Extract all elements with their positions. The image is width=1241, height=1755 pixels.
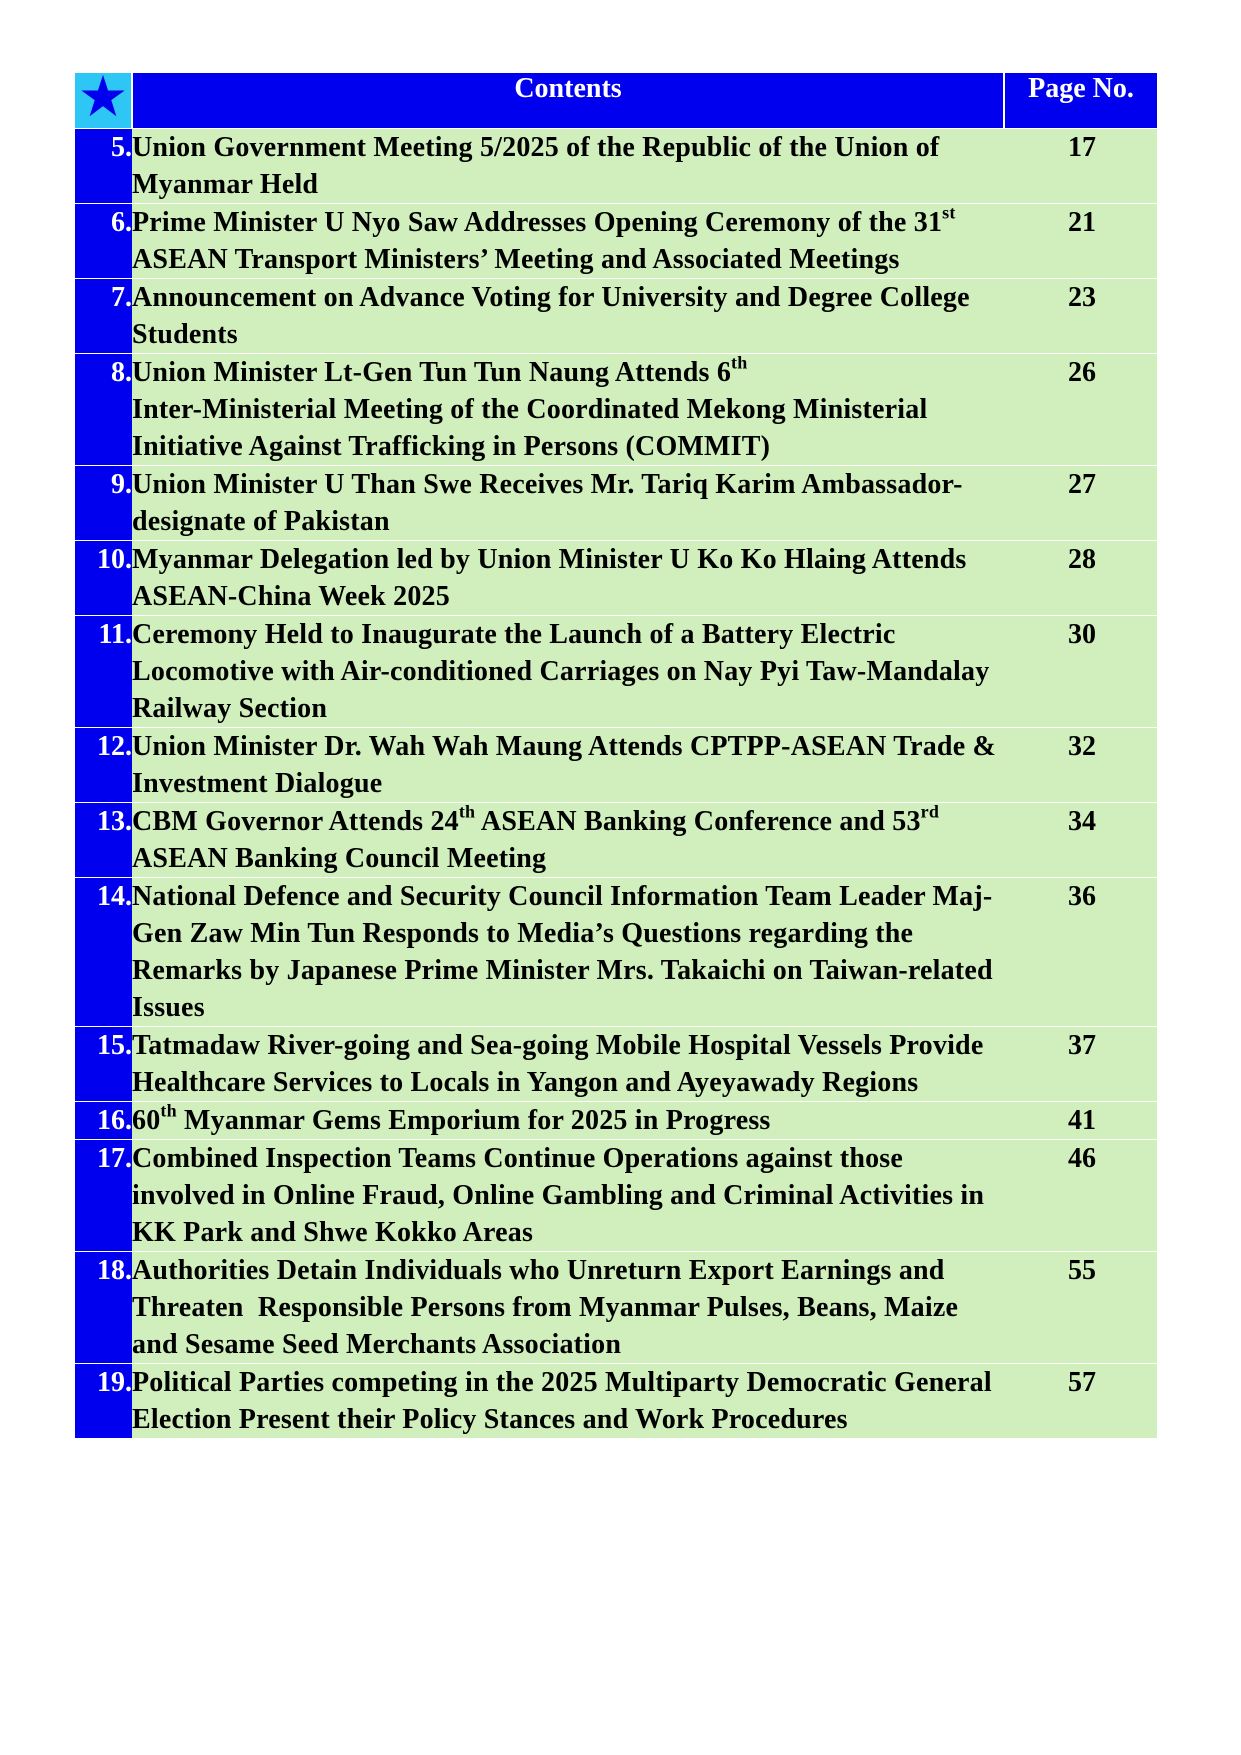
entry-page-cell [1004, 1139, 1157, 1251]
entry-page-number: 32 [1068, 730, 1096, 762]
entry-page-number: 30 [1068, 618, 1096, 650]
entry-number: 5. [75, 128, 132, 203]
entry-title: CBM Governor Attends 24th ASEAN Banking Conference and 53rd ASEAN Banking Council Meeting [132, 802, 1004, 877]
entry-number: 12. [75, 727, 132, 802]
entry-title: Combined Inspection Teams Continue Operations against those involved in Online Fraud, Online Gambling and Criminal Activities in KK Park and Shwe Kokko Areas [132, 1139, 1004, 1251]
table-row [75, 615, 1157, 727]
entry-page-cell [1004, 128, 1157, 203]
entry-title: Myanmar Delegation led by Union Minister U Ko Ko Hlaing Attends ASEAN-China Week 2025 [132, 540, 1004, 615]
entry-page-cell [1004, 465, 1157, 540]
table-row [75, 1251, 1157, 1363]
table-row [75, 1026, 1157, 1101]
entry-title: Tatmadaw River-going and Sea-going Mobile Hospital Vessels Provide Healthcare Services to Locals in Yangon and Ayeyawady Regions [132, 1026, 1004, 1101]
entry-number: 18. [75, 1251, 132, 1363]
entry-page-number: 46 [1068, 1142, 1096, 1174]
entry-number: 15. [75, 1026, 132, 1101]
entry-number: 13. [75, 802, 132, 877]
entry-number: 19. [75, 1363, 132, 1438]
entry-page-number: 23 [1068, 281, 1096, 313]
entry-number: 8. [75, 353, 132, 465]
table-row [75, 203, 1157, 278]
entry-number: 7. [75, 278, 132, 353]
entry-page-number: 55 [1068, 1254, 1096, 1286]
entry-page-cell [1004, 727, 1157, 802]
entry-page-cell [1004, 1363, 1157, 1438]
contents-table [75, 73, 1157, 1438]
table-row [75, 727, 1157, 802]
table-row [75, 128, 1157, 203]
table-header-row [75, 73, 1157, 128]
entry-number: 14. [75, 877, 132, 1026]
entry-page-number: 21 [1068, 206, 1096, 238]
entry-title: Announcement on Advance Voting for University and Degree College Students [132, 278, 1004, 353]
entry-title: 60th Myanmar Gems Emporium for 2025 in Progress [132, 1101, 1004, 1139]
entry-page-cell [1004, 877, 1157, 1026]
entry-page-number: 57 [1068, 1366, 1096, 1398]
entry-number: 9. [75, 465, 132, 540]
entry-title: Union Government Meeting 5/2025 of the Republic of the Union of Myanmar Held [132, 128, 1004, 203]
entry-page-number: 27 [1068, 468, 1096, 500]
entry-title: Union Minister Dr. Wah Wah Maung Attends CPTPP-ASEAN Trade & Investment Dialogue [132, 727, 1004, 802]
table-row [75, 353, 1157, 465]
entry-page-number: 17 [1068, 131, 1096, 163]
entry-page-cell [1004, 1101, 1157, 1139]
star-cell [75, 73, 132, 128]
table-row [75, 465, 1157, 540]
entry-page-cell [1004, 540, 1157, 615]
entry-number: 17. [75, 1139, 132, 1251]
entry-page-number: 41 [1068, 1104, 1096, 1136]
entry-number: 6. [75, 203, 132, 278]
entry-page-number: 28 [1068, 543, 1096, 575]
entry-number: 10. [75, 540, 132, 615]
entry-page-cell [1004, 1026, 1157, 1101]
table-row [75, 1363, 1157, 1438]
table-row [75, 1101, 1157, 1139]
page-no-heading: Page No. [1004, 73, 1157, 128]
entry-page-number: 36 [1068, 880, 1096, 912]
table-row [75, 877, 1157, 1026]
entry-page-number: 34 [1068, 805, 1096, 837]
entry-page-cell [1004, 278, 1157, 353]
entry-title: Prime Minister U Nyo Saw Addresses Opening Ceremony of the 31st ASEAN Transport Ministers’ Meeting and Associated Meetings [132, 203, 1004, 278]
entry-page-cell [1004, 203, 1157, 278]
entry-page-number: 37 [1068, 1029, 1096, 1061]
contents-heading: Contents [132, 73, 1004, 128]
entry-number: 11. [75, 615, 132, 727]
contents-body [75, 128, 1157, 1438]
table-row [75, 1139, 1157, 1251]
entry-title: Political Parties competing in the 2025 Multiparty Democratic General Election Present their Policy Stances and Work Procedures [132, 1363, 1004, 1438]
entry-title: Ceremony Held to Inaugurate the Launch of a Battery Electric Locomotive with Air-conditioned Carriages on Nay Pyi Taw-Mandalay Railway Section [132, 615, 1004, 727]
entry-title: Authorities Detain Individuals who Unreturn Export Earnings and Threaten Responsible Persons from Myanmar Pulses, Beans, Maize and Sesame Seed Merchants Association [132, 1251, 1004, 1363]
entry-page-number: 26 [1068, 356, 1096, 388]
entry-page-cell [1004, 1251, 1157, 1363]
entry-title: Union Minister U Than Swe Receives Mr. Tariq Karim Ambassador-designate of Pakistan [132, 465, 1004, 540]
entry-title: National Defence and Security Council Information Team Leader Maj-Gen Zaw Min Tun Responds to Media’s Questions regarding the Remarks by Japanese Prime Minister Mrs. Takaichi on Taiwan-related Issues [132, 877, 1004, 1026]
entry-number: 16. [75, 1101, 132, 1139]
entry-page-cell [1004, 802, 1157, 877]
table-row [75, 540, 1157, 615]
table-row [75, 278, 1157, 353]
entry-title: Union Minister Lt-Gen Tun Tun Naung Attends 6th Inter-Ministerial Meeting of the Coordinated Mekong Ministerial Initiative Against Trafficking in Persons (COMMIT) [132, 353, 1004, 465]
star-icon [80, 73, 126, 119]
table-row [75, 802, 1157, 877]
entry-page-cell [1004, 353, 1157, 465]
entry-page-cell [1004, 615, 1157, 727]
